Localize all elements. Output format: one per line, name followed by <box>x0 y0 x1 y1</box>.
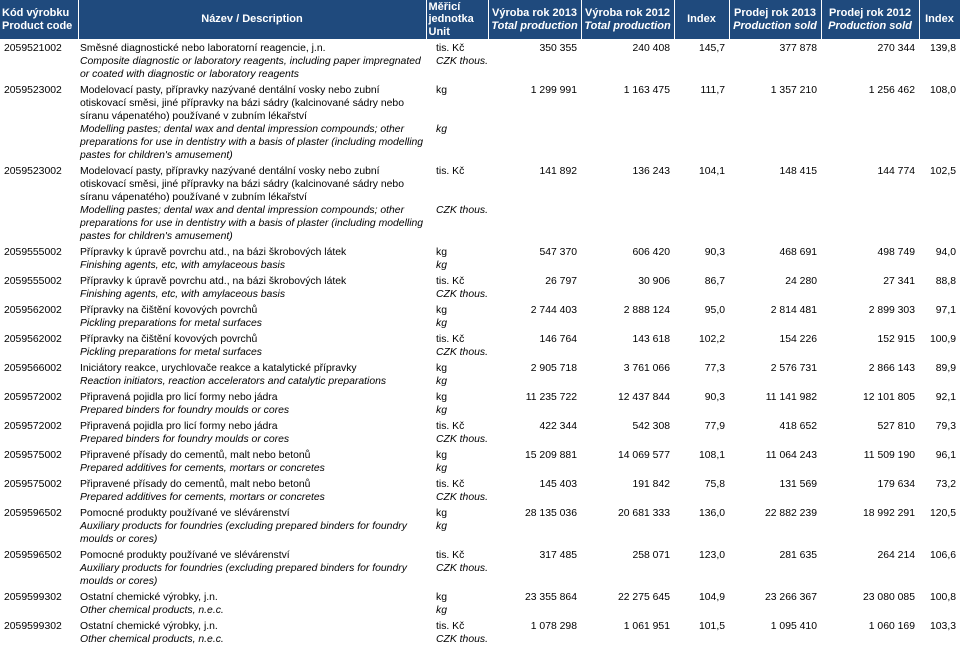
production-2013: 28 135 036 <box>524 508 577 519</box>
product-code: 2059555002 <box>4 276 62 287</box>
sold-2012: 12 101 805 <box>862 392 915 403</box>
description-en: Finishing agents, etc, with amylaceous basis <box>80 260 286 271</box>
description-en: Composite diagnostic or laboratory reagents, including paper impregnated or coated with diagnostic or laboratory reagents <box>80 56 421 80</box>
table-row <box>0 475 960 491</box>
production-2012: 1 061 951 <box>623 621 670 632</box>
description-en: Finishing agents, etc, with amylaceous basis <box>80 289 286 300</box>
production-2012: 30 906 <box>638 276 670 287</box>
index-production: 111,7 <box>700 85 725 96</box>
unit-en: kg <box>436 376 447 387</box>
index-production: 86,7 <box>704 276 725 287</box>
product-code: 2059596502 <box>4 508 62 519</box>
table-row <box>0 446 960 462</box>
unit-cz: tis. Kč <box>436 550 465 561</box>
table-row-en <box>0 346 960 359</box>
table-row <box>0 301 960 317</box>
product-code: 2059562002 <box>4 334 62 345</box>
table-row-en <box>0 55 960 81</box>
description-en: Prepared additives for cements, mortars or concretes <box>80 463 325 474</box>
empty-cell <box>0 562 78 588</box>
table-row <box>0 588 960 604</box>
index-sold: 100,9 <box>929 334 956 345</box>
production-2013: 317 485 <box>539 550 577 561</box>
sold-2012: 264 214 <box>877 550 915 561</box>
description-cz: Připravená pojidla pro licí formy nebo jádra <box>80 421 278 432</box>
production-2012: 1 163 475 <box>623 85 670 96</box>
sold-2012: 144 774 <box>877 166 915 177</box>
header-sold-2012: Prodej rok 2012 Production sold <box>821 0 919 39</box>
table-row <box>0 162 960 204</box>
table-body <box>0 39 960 646</box>
unit-en: kg <box>436 521 447 532</box>
sold-2012: 270 344 <box>877 43 915 54</box>
sold-2013: 1 095 410 <box>770 621 817 632</box>
index-sold: 79,3 <box>935 421 956 432</box>
description-en: Prepared binders for foundry moulds or cores <box>80 405 290 416</box>
table-row <box>0 39 960 55</box>
header-production-2012: Výroba rok 2012 Total production <box>581 0 674 39</box>
sold-2013: 377 878 <box>779 43 817 54</box>
production-2012: 14 069 577 <box>617 450 670 461</box>
product-code: 2059599302 <box>4 592 62 603</box>
description-cz: Připravené přísady do cementů, malt nebo betonů <box>80 479 311 490</box>
table-row-en <box>0 562 960 588</box>
table-row-en <box>0 259 960 272</box>
unit-en: kg <box>436 605 447 616</box>
empty-cell <box>488 562 960 588</box>
table-row <box>0 272 960 288</box>
empty-cell <box>488 204 960 243</box>
unit-en: kg <box>436 318 447 329</box>
table-row-en <box>0 462 960 475</box>
product-code: 2059572002 <box>4 392 62 403</box>
description-cz: Pomocné produkty používané ve slévárenství <box>80 508 290 519</box>
index-production: 123,0 <box>698 550 725 561</box>
index-sold: 94,0 <box>935 247 956 258</box>
unit-en: kg <box>436 260 447 271</box>
sold-2013: 22 882 239 <box>764 508 817 519</box>
product-code: 2059596502 <box>4 550 62 561</box>
description-cz: Přípravky k úpravě povrchu atd., na bázi škrobových látek <box>80 276 347 287</box>
empty-cell <box>0 123 78 162</box>
empty-cell <box>0 404 78 417</box>
table-row <box>0 504 960 520</box>
production-2012: 12 437 844 <box>617 392 670 403</box>
empty-cell <box>488 433 960 446</box>
index-sold: 100,8 <box>929 592 956 603</box>
table-row-en <box>0 404 960 417</box>
production-2013: 23 355 864 <box>524 592 577 603</box>
description-cz: Připravená pojidla pro licí formy nebo jádra <box>80 392 278 403</box>
production-2012: 136 243 <box>632 166 670 177</box>
empty-cell <box>488 375 960 388</box>
index-sold: 102,5 <box>929 166 956 177</box>
production-2012: 240 408 <box>632 43 670 54</box>
empty-cell <box>488 123 960 162</box>
unit-en: CZK thous. <box>436 563 488 574</box>
description-en: Other chemical products, n.e.c. <box>80 634 224 645</box>
production-2013: 422 344 <box>539 421 577 432</box>
header-unit: Měřicí jednotka Unit <box>426 0 488 39</box>
unit-en: CZK thous. <box>436 205 488 216</box>
description-en: Reaction initiators, reaction accelerators and catalytic preparations <box>80 376 387 387</box>
product-code: 2059521002 <box>4 43 62 54</box>
sold-2013: 24 280 <box>785 276 817 287</box>
unit-cz: kg <box>436 85 447 96</box>
description-cz: Přípravky k úpravě povrchu atd., na bázi škrobových látek <box>80 247 347 258</box>
table-row-en <box>0 317 960 330</box>
header-production-2013: Výroba rok 2013 Total production <box>488 0 581 39</box>
sold-2013: 2 814 481 <box>770 305 817 316</box>
description-cz: Ostatní chemické výrobky, j.n. <box>80 592 218 603</box>
table-row-en <box>0 288 960 301</box>
product-code: 2059555002 <box>4 247 62 258</box>
production-2013: 547 370 <box>539 247 577 258</box>
description-en: Pickling preparations for metal surfaces <box>80 347 262 358</box>
sold-2013: 1 357 210 <box>770 85 817 96</box>
empty-cell <box>0 55 78 81</box>
index-production: 77,9 <box>704 421 725 432</box>
sold-2012: 11 509 190 <box>863 450 915 461</box>
empty-cell <box>0 317 78 330</box>
product-code: 2059562002 <box>4 305 62 316</box>
production-2013: 350 355 <box>539 43 577 54</box>
sold-2013: 154 226 <box>779 334 817 345</box>
table-row-en <box>0 375 960 388</box>
description-en: Modelling pastes; dental wax and dental impression compounds; other preparations for use in dentistry with a basis of plaster (including modelling pastes for children's amusement) <box>80 124 424 161</box>
sold-2013: 11 141 982 <box>765 392 817 403</box>
unit-en: kg <box>436 405 447 416</box>
sold-2012: 498 749 <box>877 247 915 258</box>
sold-2012: 527 810 <box>877 421 915 432</box>
empty-cell <box>488 404 960 417</box>
empty-cell <box>0 433 78 446</box>
description-en: Other chemical products, n.e.c. <box>80 605 224 616</box>
description-cz: Ostatní chemické výrobky, j.n. <box>80 621 218 632</box>
index-production: 75,8 <box>704 479 725 490</box>
product-code: 2059575002 <box>4 450 62 461</box>
description-en: Prepared additives for cements, mortars or concretes <box>80 492 325 503</box>
description-cz: Směsné diagnostické nebo laboratorní reagencie, j.n. <box>80 43 326 54</box>
index-production: 90,3 <box>704 392 725 403</box>
table-row-en <box>0 204 960 243</box>
index-production: 104,1 <box>698 166 725 177</box>
index-production: 136,0 <box>698 508 725 519</box>
empty-cell <box>0 491 78 504</box>
description-cz: Modelovací pasty, přípravky nazývané dentální vosky nebo zubní otiskovací směsi, jiné přípravky na bázi sádry (kalcinované sádry nebo síranu vápenatého) používané v zubním lékařství <box>80 85 404 122</box>
table-row <box>0 243 960 259</box>
description-cz: Přípravky na čištění kovových povrchů <box>80 334 258 345</box>
unit-cz: kg <box>436 508 447 519</box>
product-code: 2059523002 <box>4 85 62 96</box>
index-production: 90,3 <box>704 247 725 258</box>
unit-cz: kg <box>436 305 447 316</box>
empty-cell <box>0 346 78 359</box>
sold-2013: 418 652 <box>779 421 817 432</box>
sold-2012: 152 915 <box>877 334 915 345</box>
empty-cell <box>488 462 960 475</box>
unit-cz: kg <box>436 247 447 258</box>
sold-2013: 148 415 <box>779 166 817 177</box>
description-en: Auxiliary products for foundries (excluding prepared binders for foundry moulds or cores) <box>80 563 407 587</box>
table-row-en <box>0 491 960 504</box>
product-code: 2059566002 <box>4 363 62 374</box>
description-en: Prepared binders for foundry moulds or cores <box>80 434 290 445</box>
empty-cell <box>488 604 960 617</box>
unit-en: CZK thous. <box>436 434 488 445</box>
index-sold: 73,2 <box>935 479 956 490</box>
index-sold: 89,9 <box>935 363 956 374</box>
empty-cell <box>0 604 78 617</box>
unit-cz: kg <box>436 592 447 603</box>
unit-en: CZK thous. <box>436 56 488 67</box>
empty-cell <box>488 288 960 301</box>
unit-en: CZK thous. <box>436 492 488 503</box>
production-2012: 20 681 333 <box>617 508 670 519</box>
description-cz: Iniciátory reakce, urychlovače reakce a katalytické přípravky <box>80 363 357 374</box>
table-row <box>0 617 960 633</box>
table-row-en <box>0 520 960 546</box>
index-sold: 97,1 <box>935 305 956 316</box>
unit-cz: kg <box>436 363 447 374</box>
production-2013: 26 797 <box>545 276 577 287</box>
product-code: 2059575002 <box>4 479 62 490</box>
empty-cell <box>0 462 78 475</box>
index-sold: 106,6 <box>929 550 956 561</box>
index-production: 104,9 <box>698 592 725 603</box>
empty-cell <box>0 375 78 388</box>
unit-en: CZK thous. <box>436 347 488 358</box>
empty-cell <box>488 259 960 272</box>
index-sold: 120,5 <box>929 508 956 519</box>
index-production: 108,1 <box>698 450 725 461</box>
empty-cell <box>488 55 960 81</box>
sold-2013: 23 266 367 <box>764 592 817 603</box>
table-row <box>0 388 960 404</box>
table-row-en <box>0 633 960 646</box>
header-description: Název / Description <box>78 0 426 39</box>
empty-cell <box>488 520 960 546</box>
sold-2013: 11 064 243 <box>765 450 817 461</box>
unit-en: CZK thous. <box>436 289 488 300</box>
production-2012: 191 842 <box>632 479 670 490</box>
unit-cz: tis. Kč <box>436 421 465 432</box>
unit-en: CZK thous. <box>436 634 488 645</box>
sold-2012: 2 899 303 <box>868 305 915 316</box>
unit-cz: tis. Kč <box>436 43 465 54</box>
empty-cell <box>488 491 960 504</box>
unit-cz: tis. Kč <box>436 479 465 490</box>
header-product-code: Kód výrobku Product code <box>0 0 78 39</box>
sold-2012: 23 080 085 <box>862 592 915 603</box>
table-row <box>0 359 960 375</box>
unit-cz: tis. Kč <box>436 621 465 632</box>
index-sold: 92,1 <box>935 392 956 403</box>
sold-2012: 1 060 169 <box>868 621 915 632</box>
unit-cz: tis. Kč <box>436 276 465 287</box>
empty-cell <box>0 520 78 546</box>
sold-2012: 1 256 462 <box>868 85 915 96</box>
header-sold-2013: Prodej rok 2013 Production sold <box>729 0 821 39</box>
production-2012: 2 888 124 <box>623 305 670 316</box>
sold-2012: 179 634 <box>877 479 915 490</box>
index-production: 145,7 <box>698 43 725 54</box>
header-index-sold: Index <box>919 0 960 39</box>
index-production: 95,0 <box>704 305 725 316</box>
product-code: 2059523002 <box>4 166 62 177</box>
production-2013: 141 892 <box>539 166 577 177</box>
production-2013: 1 299 991 <box>530 85 577 96</box>
production-2013: 145 403 <box>539 479 577 490</box>
sold-2013: 131 569 <box>779 479 817 490</box>
header-index-production: Index <box>674 0 729 39</box>
sold-2013: 2 576 731 <box>770 363 817 374</box>
unit-cz: tis. Kč <box>436 334 465 345</box>
table-row-en <box>0 604 960 617</box>
production-2012: 542 308 <box>632 421 670 432</box>
empty-cell <box>0 259 78 272</box>
production-2013: 1 078 298 <box>530 621 577 632</box>
description-en: Modelling pastes; dental wax and dental impression compounds; other preparations for use in dentistry with a basis of plaster (including modelling pastes for children's amusement) <box>80 205 424 242</box>
production-2012: 143 618 <box>632 334 670 345</box>
description-en: Pickling preparations for metal surfaces <box>80 318 262 329</box>
index-sold: 103,3 <box>929 621 956 632</box>
table-row <box>0 546 960 562</box>
product-code: 2059572002 <box>4 421 62 432</box>
production-2012: 606 420 <box>632 247 670 258</box>
production-2013: 146 764 <box>539 334 577 345</box>
index-production: 102,2 <box>698 334 725 345</box>
index-sold: 139,8 <box>929 43 956 54</box>
production-2012: 22 275 645 <box>617 592 670 603</box>
production-2012: 258 071 <box>632 550 670 561</box>
empty-cell <box>0 288 78 301</box>
table-row-en <box>0 433 960 446</box>
description-cz: Modelovací pasty, přípravky nazývané dentální vosky nebo zubní otiskovací směsi, jiné přípravky na bázi sádry (kalcinované sádry nebo síranu vápenatého) používané v zubním lékařství <box>80 166 404 203</box>
table-row <box>0 81 960 123</box>
empty-cell <box>488 346 960 359</box>
index-production: 101,5 <box>698 621 725 632</box>
production-2012: 3 761 066 <box>623 363 670 374</box>
unit-en: kg <box>436 124 447 135</box>
index-production: 77,3 <box>704 363 725 374</box>
index-sold: 108,0 <box>929 85 956 96</box>
production-2013: 15 209 881 <box>524 450 577 461</box>
empty-cell <box>0 633 78 646</box>
production-2013: 2 905 718 <box>530 363 577 374</box>
sold-2012: 27 341 <box>883 276 915 287</box>
description-cz: Pomocné produkty používané ve slévárenství <box>80 550 290 561</box>
table-row <box>0 417 960 433</box>
empty-cell <box>488 633 960 646</box>
product-code: 2059599302 <box>4 621 62 632</box>
index-sold: 96,1 <box>935 450 956 461</box>
index-sold: 88,8 <box>935 276 956 287</box>
empty-cell <box>488 317 960 330</box>
unit-cz: kg <box>436 450 447 461</box>
description-cz: Přípravky na čištění kovových povrchů <box>80 305 258 316</box>
unit-cz: tis. Kč <box>436 166 465 177</box>
table-header <box>0 0 960 39</box>
empty-cell <box>0 204 78 243</box>
sold-2012: 2 866 143 <box>868 363 915 374</box>
unit-en: kg <box>436 463 447 474</box>
table-row <box>0 330 960 346</box>
production-2013: 2 744 403 <box>530 305 577 316</box>
table-row-en <box>0 123 960 162</box>
unit-cz: kg <box>436 392 447 403</box>
sold-2013: 281 635 <box>779 550 817 561</box>
description-cz: Připravené přísady do cementů, malt nebo betonů <box>80 450 311 461</box>
sold-2013: 468 691 <box>779 247 817 258</box>
description-en: Auxiliary products for foundries (excluding prepared binders for foundry moulds or cores) <box>80 521 407 545</box>
production-2013: 11 235 722 <box>525 392 577 403</box>
sold-2012: 18 992 291 <box>862 508 915 519</box>
